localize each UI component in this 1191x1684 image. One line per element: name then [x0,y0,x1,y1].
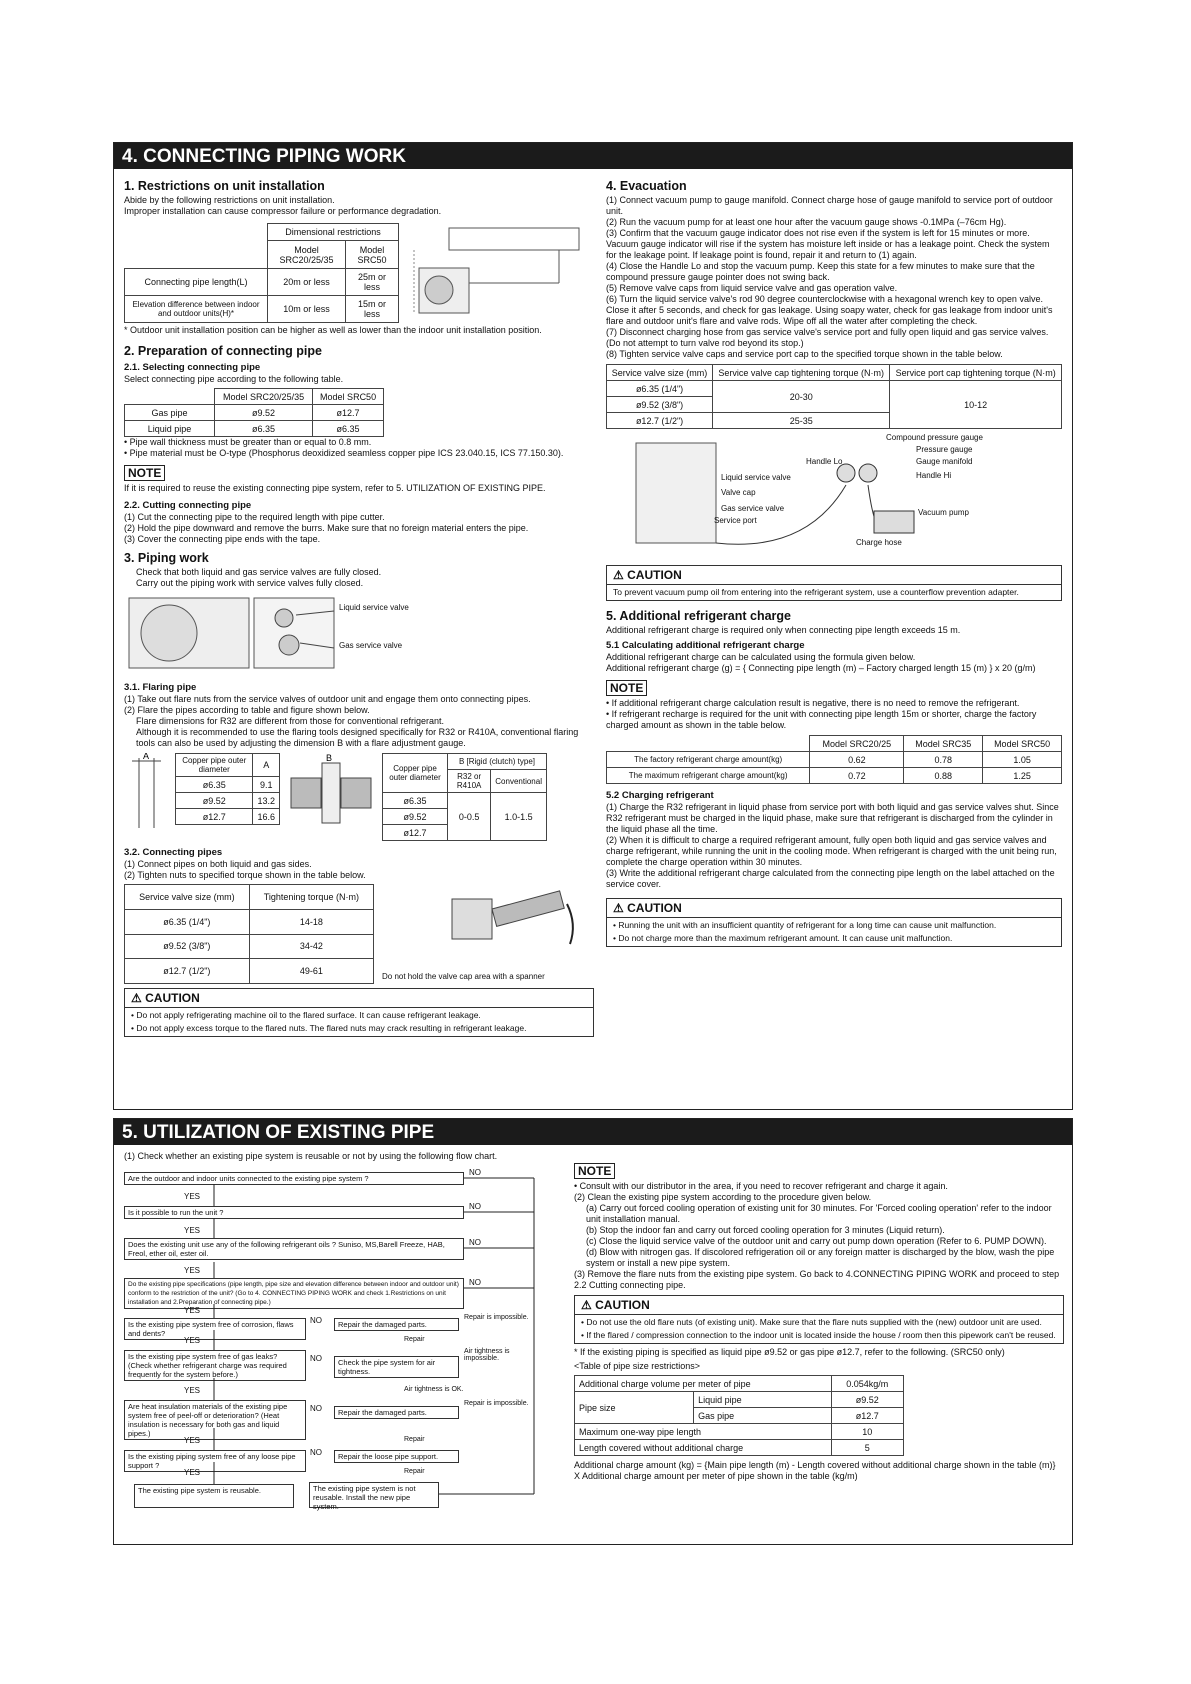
cell: Liquid pipe [694,1392,831,1408]
cell: A [253,754,280,777]
flow-note: Repair is impossible. [464,1400,529,1407]
step: (2) Clean the existing pipe system according to the procedure given below. [574,1192,872,1202]
cell: ø9.52 (3/8") [125,934,250,959]
cell: 13.2 [253,793,280,809]
label: Liquid service valve [721,473,791,482]
text: Select connecting pipe according to the following table. [124,374,344,384]
cell: The maximum refrigerant charge amount(kg) [607,768,810,784]
text: (2) Flare the pipes according to table and figure shown below. [124,705,370,715]
evacuation-heading: 4. Evacuation [606,179,687,193]
text: Although it is recommended to use the flaring tools designed specifically for R32 or R410A, conventional flaring tools can also be used by adjusting the dimension B with a flare adjustment gauge. [136,727,579,748]
step: (3) Write the additional refrigerant charge calculated from the connecting pipe length on the label attached on the service cover. [606,868,1055,889]
caution-title: CAUTION [145,991,200,1005]
no-label: NO [469,1278,481,1287]
cell: 1.05 [983,752,1062,768]
table-caption: <Table of pipe size restrictions> [574,1361,701,1371]
flow-question: Are heat insulation materials of the existing pipe system free of peel-off or deterioration? (Heat insulation is necessary for both gas and liquid pipes.) [124,1400,306,1440]
cell: 25m or less [346,268,399,295]
text: Carry out the piping work with service valves fully closed. [136,578,364,588]
restrictions-heading: 1. Restrictions on unit installation [124,179,325,193]
flow-note: Repair [404,1336,425,1343]
cell: R32 or R410A [447,770,490,793]
cell: Connecting pipe length(L) [125,268,268,295]
cell: Model SRC50 [313,389,384,405]
spanner-label: Do not hold the valve cap area with a spanner [382,972,545,981]
step: (b) Stop the indoor fan and carry out forced cooling operation for 3 minutes (Liquid return). [586,1225,945,1235]
cell: ø9.52 [215,405,313,421]
flare-a-diagram [124,753,169,831]
flow-note: Repair is impossible. [464,1314,529,1321]
evacuation-diagram [606,433,1062,561]
label: Pressure gauge [916,445,973,454]
text: (1) Cut the connecting pipe to the required length with pipe cutter. [124,512,385,522]
text: (2) Tighten nuts to specified torque shown in the table below. [124,870,366,880]
torque-table [124,884,374,984]
cell: Liquid pipe [125,421,215,437]
caution-box-vacuum [606,565,1062,601]
flow-action: Repair the damaged parts. [334,1406,459,1419]
cell: ø12.7 [831,1408,904,1424]
section-existing-pipe [113,1118,1073,1545]
step: (2) When it is difficult to charge a required refrigerant amount, fully open both liquid and gas service valves and charge refrigerant, while running the unit in the cooling mode. When refrigerant is charged with the unit being run, complete the charge operation within 30 minutes. [606,835,1057,867]
step: (2) Run the vacuum pump for at least one hour after the vacuum gauge shows -0.1MPa (–76cm Hg). [606,217,1007,227]
no-label: NO [469,1168,481,1177]
cell: 10m or less [268,295,346,322]
cell: B [Rigid (clutch) type] [447,754,546,770]
cell: ø12.7 [176,809,253,825]
cell: Dimensional restrictions [268,224,399,241]
footnote: * If the existing piping is specified as liquid pipe ø9.52 or gas pipe ø12.7, refer to the following. (SRC50 only) [574,1347,1005,1357]
cell: Copper pipe outer diameter [383,754,448,793]
step: (6) Turn the liquid service valve's rod 90 degree counterclockwise with a hexagonal wrench key to open valve. Close it after 5 seconds, and check for gas leakage. Using soapy water, check for gas leakage from indoor unit's flare and outdoor unit's flare and valve rods. Wipe off all the water after completing the check. [606,294,1053,326]
cell: 0.054kg/m [831,1376,904,1392]
cell: ø12.7 [383,825,448,841]
flow-note: Repair [404,1468,425,1475]
cell: 0.78 [904,752,983,768]
warning-icon: ⚠ [581,1298,592,1312]
formula: Additional charge amount (kg) = {Main pipe length (m) - Length covered without additional charge shown in the table (m)} X Additional charge amount per meter of pipe shown in the table (kg/m) [574,1460,1056,1481]
text: Abide by the following restrictions on unit installation. [124,195,335,205]
flare-b-diagram [286,753,376,831]
cell: 49-61 [249,959,373,984]
cell: Service valve size (mm) [607,365,713,381]
yes-label: YES [184,1266,201,1275]
gas-valve-label: Gas service valve [339,641,403,650]
cell: Length covered without additional charge [575,1440,832,1456]
caution-text: To prevent vacuum pump oil from entering into the refrigerant system, use a counterflow prevention adapter. [613,587,1019,597]
footnote: * Outdoor unit installation position can be higher as well as lower than the indoor unit installation position. [124,325,542,335]
yes-label: YES [184,1306,201,1315]
step: (1) Charge the R32 refrigerant in liquid phase from service port with both liquid and gas service valves shut. Since R32 refrigerant must be charged in the liquid phase, make sure that refrigerant is discharged from the cylinder in the liquid phase all the time. [606,802,1059,834]
no-label: NO [469,1238,481,1247]
intro: (1) Check whether an existing pipe system is reusable or not by using the following flow chart. [124,1151,498,1161]
spanner-diagram [382,884,582,972]
cell: 20m or less [268,268,346,295]
flare-a-label: A [143,753,150,761]
text: (3) Cover the connecting pipe ends with the tape. [124,534,321,544]
caution-text: • Do not use the old flare nuts (of existing unit). Make sure that the flare nuts supplied with the (new) outdoor unit are used. [581,1317,1042,1327]
flow-action: Check the pipe system for air tightness. [334,1356,459,1378]
flowchart [124,1151,594,1541]
step: (7) Disconnect charging hose from gas service valve's service port and fully open liquid and gas service valves. (Do not attempt to turn valve rod beyond its stop.) [606,327,1049,348]
bullet: • Pipe wall thickness must be greater than or equal to 0.8 mm. [124,437,372,447]
step: (d) Blow with nitrogen gas. If discolored refrigeration oil or any foreign matter is discharged by the blow, wash the pipe system or install a new pipe system. [586,1247,1055,1268]
cell: Copper pipe outer diameter [176,754,253,777]
warning-icon: ⚠ [613,901,624,915]
step: (8) Tighten service valve caps and service port cap to the specified torque shown in the table below. [606,349,1003,359]
yes-label: YES [184,1226,201,1235]
cell: 14-18 [249,909,373,934]
piping-work-heading: 3. Piping work [124,551,209,565]
text: (1) Connect pipes on both liquid and gas sides. [124,859,312,869]
cell: ø6.35 [383,793,448,809]
note-bullet: • If refrigerant recharge is required for the unit with connecting pipe length 15m or shorter, charge the factory charged amount as shown in the table below. [606,709,1037,730]
cell: Model SRC20/25/35 [215,389,313,405]
cell: 0.72 [810,768,904,784]
cell: 9.1 [253,777,280,793]
cell: 10 [831,1424,904,1440]
cell: Model SRC35 [904,736,983,752]
cell: ø9.52 (3/8") [607,397,713,413]
cell: 25-35 [713,413,890,429]
caution-box-flare [124,988,594,1037]
no-label: NO [310,1404,322,1413]
step: (3) Remove the flare nuts from the existing pipe system. Go back to 4.CONNECTING PIPING WORK and proceed to step 2.2 Cutting connecting pipe. [574,1269,1060,1290]
subheading: 5.1 Calculating additional refrigerant charge [606,640,805,651]
subheading: 3.2. Connecting pipes [124,847,223,858]
subheading: 2.1. Selecting connecting pipe [124,362,261,373]
section-connecting-piping [113,142,1073,1110]
label: Compound pressure gauge [886,433,983,442]
cell: Service valve size (mm) [125,885,250,910]
cell: Conventional [491,770,547,793]
flow-question: Are the outdoor and indoor units connected to the existing pipe system ? [124,1172,464,1185]
cell: ø6.35 [313,421,384,437]
flow-question: Is the existing piping system free of any loose pipe support ? [124,1450,306,1472]
installation-diagram [409,223,589,323]
no-label: NO [469,1202,481,1211]
cell: 20-30 [713,381,890,413]
cell: 1.0-1.5 [491,793,547,841]
caution-text: • Do not apply excess torque to the flared nuts. The flared nuts may crack resulting in refrigerant leakage. [131,1023,527,1033]
section-title: 5. UTILIZATION OF EXISTING PIPE [114,1119,1072,1145]
flare-b-label: B [326,753,333,763]
liquid-valve-label: Liquid service valve [339,603,409,612]
result-reusable: The existing pipe system is reusable. [134,1484,294,1508]
step: (a) Carry out forced cooling operation of existing unit for 30 minutes. For 'Forced cooling operation' refer to the indoor unit installation manual. [586,1203,1052,1224]
right-column [606,175,1062,947]
cell: 16.6 [253,809,280,825]
text: Additional refrigerant charge is required only when connecting pipe length exceeds 15 m. [606,625,961,635]
label: Charge hose [856,538,902,547]
no-label: NO [310,1354,322,1363]
step: (3) Confirm that the vacuum gauge indicator does not rise even if the system is left for 15 minutes or more. Vacuum gauge indicator will rise if the system has moisture left inside or has a leakage point. Check the system for the leakage point. If leakage point is found, repair it and return to (1) again. [606,228,1050,260]
text: Check that both liquid and gas service valves are fully closed. [136,567,382,577]
cell: ø9.52 [176,793,253,809]
formula: Additional refrigerant charge (g) = { Connecting pipe length (m) – Factory charged length 15 (m) } x 20 (g/m) [606,663,1036,673]
cell: ø6.35 (1/4") [607,381,713,397]
warning-icon: ⚠ [131,991,142,1005]
text: (1) Take out flare nuts from the service valves of outdoor unit and engage them onto connecting pipes. [124,694,531,704]
cell: 5 [831,1440,904,1456]
note-label: NOTE [574,1163,615,1179]
cell: 1.25 [983,768,1062,784]
label: Vacuum pump [918,508,969,517]
cell: 0.88 [904,768,983,784]
flare-b-table [382,753,547,841]
left-column [124,175,594,1037]
section-title: 4. CONNECTING PIPING WORK [114,143,1072,169]
cell: ø12.7 (1/2") [125,959,250,984]
note-bullet: • If additional refrigerant charge calculation result is negative, there is no need to remove the refrigerant. [606,698,1020,708]
label: Service port [714,516,757,525]
cell: 15m or less [346,295,399,322]
caution-text: • Running the unit with an insufficient quantity of refrigerant for a long time can cause unit malfunction. [613,920,997,930]
caution-text: • If the flared / compression connection to the indoor unit is located inside the house / room then this pipework can't be reused. [581,1330,1056,1340]
flow-note: Repair [404,1436,425,1443]
cell: Gas pipe [694,1408,831,1424]
flow-note: Air tightness is impossible. [464,1348,510,1362]
flow-action: Repair the loose pipe support. [334,1450,459,1463]
flow-question: Is it possible to run the unit ? [124,1206,464,1219]
caution-title: CAUTION [627,568,682,582]
result-not-reusable: The existing pipe system is not reusable. Install the new pipe system. [309,1482,439,1508]
cell: ø12.7 (1/2") [607,413,713,429]
flare-a-table [175,753,280,825]
pipe-select-table [124,388,384,437]
text: Additional refrigerant charge can be calculated using the formula given below. [606,652,916,662]
cell: Additional charge volume per meter of pipe [575,1376,832,1392]
flow-note: Air tightness is OK. [404,1386,464,1393]
cell: ø9.52 [383,809,448,825]
bullet: • Pipe material must be O-type (Phosphorus deoxidized seamless copper pipe ICS 23.040.15, ICS 77.150.30). [124,448,564,458]
subheading: 3.1. Flaring pipe [124,682,197,693]
cell: Service port cap tightening torque (N·m) [890,365,1062,381]
no-label: NO [310,1316,322,1325]
cell: 34-42 [249,934,373,959]
cell: Maximum one-way pipe length [575,1424,832,1440]
cap-torque-table [606,364,1062,429]
cell: ø12.7 [313,405,384,421]
caution-text: • Do not charge more than the maximum refrigerant amount. It can cause unit malfunction. [613,933,953,943]
yes-label: YES [184,1336,201,1345]
restrictions-table [124,223,399,323]
caution-title: CAUTION [627,901,682,915]
charge-amount-table [606,735,1062,784]
cell: ø9.52 [831,1392,904,1408]
label: Handle Lo [806,457,843,466]
cell: ø6.35 [176,777,253,793]
subheading: 5.2 Charging refrigerant [606,790,714,801]
flow-question: Is the existing pipe system free of gas leaks? (Check whether refrigerant charge was required frequently for the system before.) [124,1350,306,1381]
cell: Elevation difference between indoor and outdoor units(H)* [125,295,268,322]
cell: ø6.35 [215,421,313,437]
label: Gauge manifold [916,457,973,466]
yes-label: YES [184,1468,201,1477]
note-label: NOTE [124,465,165,481]
note-text: If it is required to reuse the existing connecting pipe system, refer to 5. UTILIZATION OF EXISTING PIPE. [124,483,546,493]
note-text: • Consult with our distributor in the area, if you need to recover refrigerant and charge it again. [574,1181,948,1191]
additional-charge-heading: 5. Additional refrigerant charge [606,609,791,623]
cell: ø6.35 (1/4") [125,909,250,934]
warning-icon: ⚠ [613,568,624,582]
cell: Model SRC20/25 [810,736,904,752]
existing-pipe-right [574,1157,1064,1482]
label: Valve cap [721,488,756,497]
no-label: NO [310,1448,322,1457]
cell: Gas pipe [125,405,215,421]
cell: 10-12 [890,381,1062,429]
flow-question: Is the existing pipe system free of corrosion, flaws and dents? [124,1318,306,1340]
yes-label: YES [184,1192,201,1201]
cell: Pipe size [575,1392,694,1424]
cell: Service valve cap tightening torque (N·m) [713,365,890,381]
cell: 0-0.5 [447,793,490,841]
preparation-heading: 2. Preparation of connecting pipe [124,344,322,358]
cell: Model SRC50 [346,241,399,268]
caution-title: CAUTION [595,1298,650,1312]
cell: Model SRC50 [983,736,1062,752]
cell: 0.62 [810,752,904,768]
yes-label: YES [184,1386,201,1395]
cell: The factory refrigerant charge amount(kg) [607,752,810,768]
caution-box-charge [606,898,1062,947]
cell: Model SRC20/25/35 [268,241,346,268]
flow-question: Do the existing pipe specifications (pipe length, pipe size and elevation difference between indoor and outdoor unit) conform to the restriction of the unit? (Go to 4. CONNECTING PIPING WORK and check 1.Restrictions on unit installation and 2.Preparation of connecting pipe.) [124,1278,464,1309]
label: Handle Hi [916,471,952,480]
step: (c) Close the liquid service valve of the outdoor unit and carry out pump down operation (Refer to 6. PUMP DOWN). [586,1236,1047,1246]
subheading: 2.2. Cutting connecting pipe [124,500,252,511]
yes-label: YES [184,1436,201,1445]
flow-question: Does the existing unit use any of the following refrigerant oils ? Suniso, MS,Barell Freeze, HAB, Freol, ether oil, ester oil. [124,1238,464,1260]
pipe-size-table [574,1375,904,1456]
text: Flare dimensions for R32 are different from those for conventional refrigerant. [136,716,444,726]
step: (1) Connect vacuum pump to gauge manifold. Connect charge hose of gauge manifold to service port of outdoor unit. [606,195,1053,216]
evacuation-diagram-art [606,433,1062,561]
caution-box-existing [574,1295,1064,1344]
step: (4) Close the Handle Lo and stop the vacuum pump. Keep this state for a few minutes to make sure that the compound pressure gauge pointer does not swing back. [606,261,1035,282]
label: Gas service valve [721,504,785,513]
text: Improper installation can cause compressor failure or performance degradation. [124,206,442,216]
text: (2) Hold the pipe downward and remove the burrs. Make sure that no foreign material enters the pipe. [124,523,529,533]
caution-text: • Do not apply refrigerating machine oil to the flared surface. It can cause refrigerant leakage. [131,1010,481,1020]
cell: Tightening torque (N·m) [249,885,373,910]
step: (5) Remove valve caps from liquid service valve and gas operation valve. [606,283,898,293]
note-label: NOTE [606,680,647,696]
flow-action: Repair the damaged parts. [334,1318,459,1331]
